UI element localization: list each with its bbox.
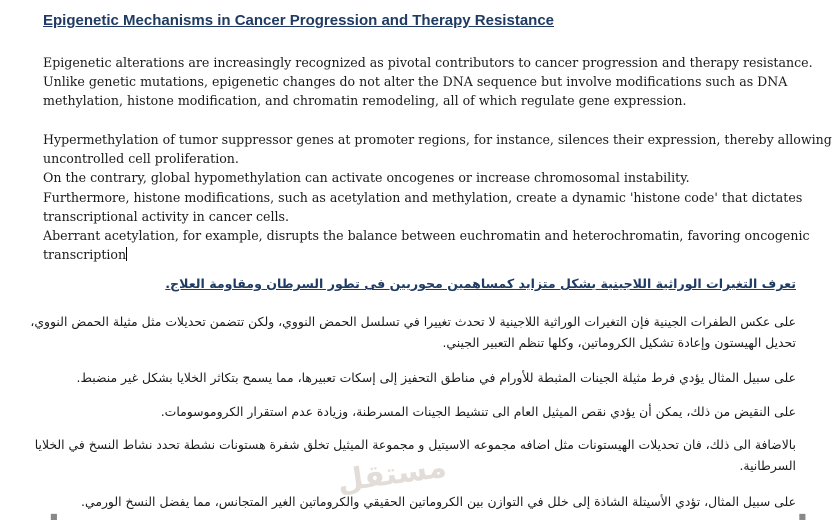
watermark-logo: مستقل xyxy=(335,449,449,500)
text-line: Hypermethylation of tumor suppressor genes at promoter regions, for instance, silences their expression, thereby allowing xyxy=(43,132,832,147)
document-title: Epigenetic Mechanisms in Cancer Progression and Therapy Resistance xyxy=(43,12,555,29)
arabic-heading: تعرف التغيرات الوراثية اللاجينية بشكل متزايد كمساهمين محوريين فى تطور السرطان ومقاومة العلاج. xyxy=(165,276,796,291)
margin-marker-icon: ■ xyxy=(798,512,806,521)
english-paragraph-1 xyxy=(43,53,833,111)
text-line xyxy=(43,245,833,264)
arabic-paragraph-1: على عكس الطفرات الجينية فإن التغيرات الوراثية اللاجينية لا تحدث تغييرا في تسلسل الحمض النووي، ولكن تتضمن تحديلات مثل مثيلة الحمض النووي، تحديل الهيستون وإعادة تشكيل الكروماتين، وكلها تنظم التعبير الجيني. xyxy=(30,314,796,350)
english-paragraph-2 xyxy=(43,130,833,264)
text-cursor xyxy=(126,247,127,261)
margin-marker-icon: ■ xyxy=(50,512,58,521)
text-line: Furthermore, histone modifications, such as acetylation and methylation, create a dynamic 'histone code' that dictates xyxy=(43,189,803,205)
arabic-paragraph-3: على النقيض من ذلك، يمكن أن يؤدي نقص الميثيل العام الى تنشيط الجينات المسرطنة، وزيادة عدم استقرار الكروموسومات. xyxy=(160,404,796,419)
text-line-content: transcription xyxy=(43,247,127,263)
text-line: methylation, histone modification, and chromatin remodeling, all of which regulate gene expression. xyxy=(43,93,687,109)
text-line: Epigenetic alterations are increasingly recognized as pivotal contributors to cancer progression and therapy resistance. xyxy=(43,55,813,70)
text-line: On the contrary, global hypomethylation can activate oncogenes or increase chromosomal instability. xyxy=(43,170,690,186)
arabic-paragraph-4: بالاضافة الى ذلك، فان تحديلات الهيستونات مثل اضافه مجموعه الاسيتيل و مجموعة الميثيل تخلق شفرة هستونات نشطة تحدد نشاط النسخ في الخلايا السرطانية. xyxy=(34,437,796,473)
text-line: Aberrant acetylation, for example, disrupts the balance between euchromatin and heterochromatin, favoring oncogenic xyxy=(43,228,810,244)
text-line: transcriptional activity in cancer cells. xyxy=(43,208,289,224)
text-line: Unlike genetic mutations, epigenetic changes do not alter the DNA sequence but involve modifications such as DNA xyxy=(43,74,788,90)
text-line: uncontrolled cell proliferation. xyxy=(43,151,239,167)
arabic-paragraph-5: على سبيل المثال، تؤدي الأسيتلة الشاذة إلى خلل في التوازن بين الكروماتين الحقيقي والكروماتين الغير المتجانس، مما يفضل النسخ الورمي. xyxy=(81,494,796,509)
arabic-paragraph-2: على سبيل المثال يؤدي فرط مثيلة الجينات المثبطة للأورام في مناطق التحفيز إلى إسكات تعبيرها، مما يسمح بتكاثر الخلايا بشكل غير منضبط. xyxy=(76,370,796,385)
